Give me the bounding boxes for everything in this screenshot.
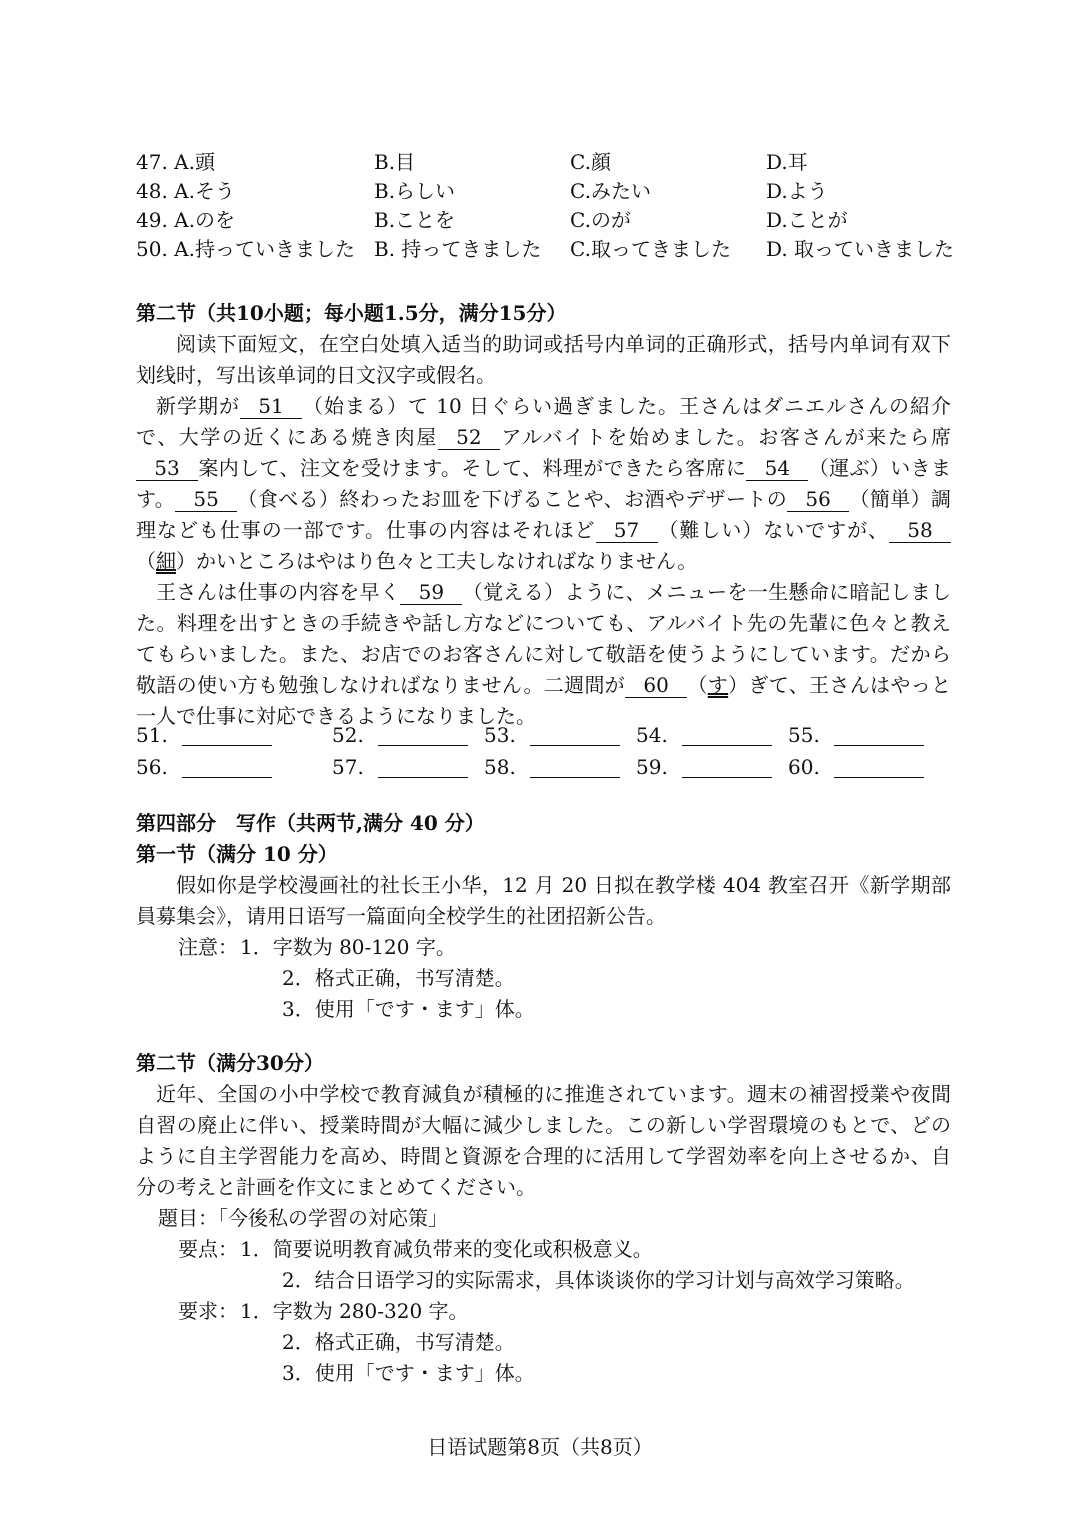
- option-d: D.ことが: [766, 208, 848, 232]
- answer-row: [136, 751, 951, 783]
- answer-item: [332, 719, 468, 751]
- blank-52[interactable]: 52: [438, 425, 500, 450]
- option-a: 50. A.持っていきました: [136, 237, 355, 261]
- answer-line[interactable]: [378, 727, 468, 746]
- option-a: 47. A.頭: [136, 150, 215, 174]
- cloze-text: （食べる）終わったお皿を下げることや、お酒やデザートの: [237, 487, 788, 511]
- answer-item: [484, 719, 620, 751]
- double-underlined-word: 細: [156, 549, 176, 573]
- answer-item: [136, 751, 272, 783]
- blank-51[interactable]: 51: [240, 394, 302, 419]
- answer-item: [332, 751, 468, 783]
- note-text: 1．字数为 80-120 字。: [240, 935, 456, 959]
- answer-line[interactable]: [682, 727, 772, 746]
- blank-58[interactable]: 58: [889, 518, 951, 543]
- essay-title: 題目：「今後私の学習の対応策」: [158, 1206, 448, 1230]
- cloze-text: （: [136, 549, 156, 573]
- page-footer: 日语试题第8页（共8页）: [427, 1435, 653, 1459]
- writing-section1-prompt: 假如你是学校漫画社的社长王小华，12 月 20 日拟在教学楼 404 教室召开《新学期部員募集会》，请用日语写一篇面向全校学生的社团招新公告。: [136, 873, 951, 928]
- cloze-text: アルバイトを始めました。お客さんが来たら席: [499, 425, 951, 449]
- cloze-text: （: [687, 673, 708, 697]
- notes-label: 注意：: [178, 935, 238, 959]
- writing-section1-notes: [136, 932, 951, 1025]
- answer-line[interactable]: [182, 759, 272, 778]
- blank-57[interactable]: 57: [596, 518, 658, 543]
- option-c: C.取ってきました: [570, 237, 731, 261]
- answer-number: 54.: [636, 723, 668, 747]
- cloze-text: （始まる）て 10 日ぐらい過ぎました。王さんはダニエルさんの紹介で、大学の近くにある焼き肉屋: [136, 394, 951, 449]
- option-b: B.目: [374, 150, 416, 174]
- point-text: 1．简要说明教育减负带来的变化或积极意义。: [240, 1237, 653, 1261]
- answer-number: 51.: [136, 723, 168, 747]
- mc-row-48: [136, 177, 956, 206]
- option-c: C.のが: [570, 208, 631, 232]
- option-c: C.顔: [570, 150, 611, 174]
- blank-53[interactable]: 53: [136, 456, 198, 481]
- part4-heading: 第四部分 写作（共两节,满分 40 分）: [136, 811, 485, 835]
- answer-item: [636, 751, 772, 783]
- option-a: 49. A.のを: [136, 208, 235, 232]
- answer-item: [788, 751, 924, 783]
- cloze-text: （運ぶ）いきます。: [136, 456, 951, 511]
- cloze-text: （難しい）ないですが、: [657, 518, 890, 542]
- mc-row-49: [136, 206, 956, 235]
- cloze-text: （覚える）ように、メニューを一生懸命に暗記しました。料理を出すときの手続きや話し方などについても、アルバイト先の先輩に色々と教えてもらいました。また、お店でのお客さんに対して敬語を使うようにしています。だから敬語の使い方も勉強しなければなりません。二週間が: [136, 580, 952, 697]
- answer-number: 53.: [484, 723, 516, 747]
- writing-section2-heading: 第二节（满分30分）: [136, 1051, 324, 1075]
- answer-number: 52.: [332, 723, 364, 747]
- answer-number: 58.: [484, 755, 516, 779]
- writing-section2-block: [136, 1048, 951, 1389]
- answer-lines: [136, 719, 951, 783]
- requirement-text: 1．字数为 280-320 字。: [240, 1299, 469, 1323]
- answer-item: [636, 719, 772, 751]
- blank-56[interactable]: 56: [787, 487, 849, 512]
- cloze-text: 王さんは仕事の内容を早く: [156, 580, 401, 604]
- writing-section2-prompt: 近年、全国の小中学校で教育減負が積極的に推進されています。週末の補習授業や夜間自習の廃止に伴い、授業時間が大幅に減少しました。この新しい学習環境のもとで、どのように自主学習能力を高め、時間と資源を合理的に活用して学習効率を向上させるか、自分の考えと計画を作文にまとめてください。: [136, 1082, 951, 1199]
- blank-59[interactable]: 59: [400, 580, 462, 605]
- cloze-paragraph-2: [136, 577, 951, 732]
- answer-number: 57.: [332, 755, 364, 779]
- cloze-text: ）ぎて、王さんはやっと一人で仕事に対応できるようになりました。: [136, 673, 952, 728]
- section2-heading: 第二节（共10小题；每小题1.5分，满分15分）: [136, 301, 567, 325]
- point-item: 2．结合日语学习的实际需求，具体谈谈你的学习计划与高效学习策略。: [282, 1268, 915, 1292]
- note-item: 2．格式正确，书写清楚。: [282, 966, 515, 990]
- answer-line[interactable]: [182, 727, 272, 746]
- answer-number: 59.: [636, 755, 668, 779]
- option-b: B.ことを: [374, 208, 456, 232]
- answer-line[interactable]: [682, 759, 772, 778]
- answer-line[interactable]: [530, 759, 620, 778]
- cloze-text: （簡単）調理なども仕事の一部です。仕事の内容はそれほど: [136, 487, 951, 542]
- section2-instruction: 阅读下面短文，在空白处填入适当的助词或括号内单词的正确形式，括号内单词有双下划线时，写出该单词的日文汉字或假名。: [136, 332, 951, 387]
- option-d: D.よう: [766, 179, 828, 203]
- requirement-item: 3．使用「です・ます」体。: [282, 1361, 535, 1385]
- answer-number: 55.: [788, 723, 820, 747]
- answer-item: [788, 719, 924, 751]
- option-b: B.らしい: [374, 179, 456, 203]
- requirement-item: [178, 1296, 951, 1327]
- option-d: D. 取っていきました: [766, 237, 955, 261]
- double-underlined-word: す: [707, 673, 729, 697]
- answer-number: 60.: [788, 755, 820, 779]
- note-item: [178, 932, 951, 963]
- blank-54[interactable]: 54: [746, 456, 808, 481]
- option-a: 48. A.そう: [136, 179, 235, 203]
- requirement-item: 2．格式正确，书写清楚。: [282, 1330, 515, 1354]
- option-b: B. 持ってきました: [374, 237, 542, 261]
- answer-line[interactable]: [834, 759, 924, 778]
- blank-60[interactable]: 60: [625, 673, 687, 698]
- cloze-text: 案内して、注文を受けます。そして、料理ができたら客席に: [198, 456, 747, 480]
- cloze-text: 新学期が: [156, 394, 240, 418]
- answer-line[interactable]: [378, 759, 468, 778]
- cloze-paragraph-1: [136, 391, 951, 577]
- answer-row: [136, 719, 951, 751]
- answer-item: [136, 719, 272, 751]
- answer-item: [484, 751, 620, 783]
- answer-line[interactable]: [834, 727, 924, 746]
- option-c: C.みたい: [570, 179, 651, 203]
- cloze-text: ）かいところはやはり色々と工夫しなければなりません。: [176, 549, 698, 573]
- mc-row-50: [136, 235, 956, 264]
- answer-number: 56.: [136, 755, 168, 779]
- part4-block: [136, 808, 951, 1025]
- blank-55[interactable]: 55: [175, 487, 237, 512]
- requirements-label: 要求：: [178, 1299, 238, 1323]
- option-d: D.耳: [766, 150, 808, 174]
- answer-line[interactable]: [530, 727, 620, 746]
- points-label: 要点：: [178, 1237, 238, 1261]
- point-item: [178, 1234, 951, 1265]
- writing-section2-points: [136, 1234, 951, 1389]
- section2-block: [136, 298, 951, 732]
- writing-section1-heading: 第一节（满分 10 分）: [136, 842, 338, 866]
- note-item: 3．使用「です・ます」体。: [282, 997, 535, 1021]
- mc-row-47: [136, 148, 956, 177]
- multiple-choice-block: [136, 148, 956, 264]
